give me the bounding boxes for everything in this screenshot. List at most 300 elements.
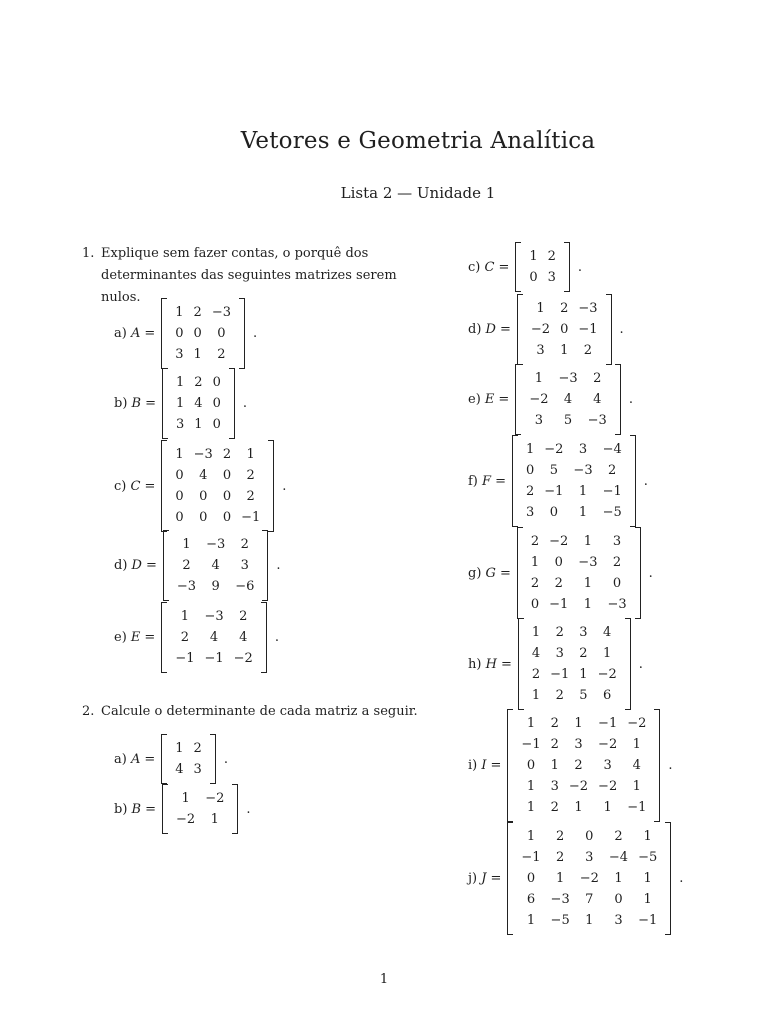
item-letter: b) xyxy=(114,801,128,817)
matrix xyxy=(161,734,216,784)
question-text: Calcule o determinante de cada matriz a seguir. xyxy=(101,704,418,719)
matrix-cell: −2 xyxy=(568,779,589,794)
matrix-cell: 1 xyxy=(531,688,541,703)
item-label xyxy=(114,802,141,817)
matrix-cell: −3 xyxy=(193,447,213,462)
matrix-cell: −2 xyxy=(597,667,617,682)
matrix-cell: 5 xyxy=(549,463,558,478)
matrix-cell: 0 xyxy=(526,758,536,773)
matrix xyxy=(512,435,636,527)
matrix-cell: 2 xyxy=(579,646,588,661)
matrix-cell: 1 xyxy=(531,625,541,640)
matrix-grid xyxy=(526,531,632,615)
q1-item-d xyxy=(114,530,281,601)
matrix xyxy=(518,618,631,710)
matrix-cell: −1 xyxy=(521,737,541,752)
matrix-cell: 1 xyxy=(560,343,569,358)
equals-sign: = xyxy=(144,326,156,341)
matrix-row xyxy=(526,531,632,552)
item-label xyxy=(114,558,142,573)
matrix-row xyxy=(524,410,612,431)
matrix-cell: 1 xyxy=(181,791,190,806)
matrix-cell: 3 xyxy=(175,347,184,362)
matrix-cell: 6 xyxy=(526,892,536,907)
matrix-cell: −2 xyxy=(529,392,549,407)
q2-item-h xyxy=(468,618,643,710)
matrix-cell: 3 xyxy=(536,343,545,358)
matrix-cell: −2 xyxy=(627,716,647,731)
matrix-row xyxy=(526,319,603,340)
equals-sign: = xyxy=(495,473,506,489)
matrix-row xyxy=(170,465,265,486)
equals-sign: = xyxy=(145,396,157,411)
matrix-cell: 1 xyxy=(614,871,623,886)
page-number: 1 xyxy=(379,972,389,987)
matrix-row xyxy=(516,868,662,889)
matrix-cell: −1 xyxy=(544,484,564,499)
matrix-cell: 0 xyxy=(560,322,569,337)
matrix-cell: 1 xyxy=(530,555,540,570)
matrix-cell: 5 xyxy=(563,413,573,428)
matrix-row xyxy=(172,534,260,555)
matrix-name: A xyxy=(130,751,141,767)
period: . xyxy=(643,473,648,489)
matrix-cell: −5 xyxy=(550,913,570,928)
q1-item-c xyxy=(114,440,286,532)
matrix-cell: 0 xyxy=(217,326,226,341)
matrix-row xyxy=(170,302,236,323)
matrix-cell: 0 xyxy=(549,505,558,520)
matrix-cell: 1 xyxy=(603,800,612,815)
matrix-name: G xyxy=(485,565,496,581)
matrix-cell: 0 xyxy=(175,326,184,341)
matrix-name: I xyxy=(481,758,487,773)
matrix-cell: 1 xyxy=(210,812,219,827)
matrix-cell: −3 xyxy=(587,413,607,428)
matrix-cell: −2 xyxy=(579,871,599,886)
matrix-row xyxy=(170,759,207,780)
matrix-cell: −2 xyxy=(544,442,564,457)
matrix-cell: −2 xyxy=(176,812,196,827)
matrix-cell: 3 xyxy=(585,850,594,865)
matrix-cell: 9 xyxy=(211,579,220,594)
matrix-cell: −4 xyxy=(608,850,629,865)
page-title: Vetores e Geometria Analítica xyxy=(240,128,596,154)
matrix-cell: 0 xyxy=(212,417,221,432)
matrix-cell: 0 xyxy=(554,555,563,570)
matrix-cell: −1 xyxy=(550,667,570,682)
matrix-cell: 4 xyxy=(239,630,248,645)
matrix-grid xyxy=(170,606,258,669)
matrix-name: C xyxy=(484,259,495,275)
matrix-row xyxy=(170,627,258,648)
matrix-name: B xyxy=(131,396,142,411)
matrix-cell: 3 xyxy=(574,737,583,752)
item-letter: e) xyxy=(114,630,127,645)
matrix-row xyxy=(516,755,651,776)
matrix-grid xyxy=(524,368,612,431)
matrix-cell: 1 xyxy=(550,758,559,773)
matrix-cell: 1 xyxy=(632,737,641,752)
matrix-cell: 2 xyxy=(593,371,602,386)
period: . xyxy=(648,565,653,581)
matrix-cell: 2 xyxy=(554,576,563,591)
matrix-cell: 3 xyxy=(193,762,202,777)
matrix-cell: 1 xyxy=(175,305,184,320)
period: . xyxy=(282,478,287,494)
matrix-cell: 3 xyxy=(579,625,588,640)
matrix-cell: −3 xyxy=(176,579,197,594)
q2-item-e xyxy=(468,364,633,435)
item-letter: e) xyxy=(468,392,481,407)
matrix-name: D xyxy=(485,322,496,337)
matrix-row xyxy=(170,444,265,465)
matrix xyxy=(507,709,660,822)
matrix-grid xyxy=(524,246,561,288)
matrix-cell: 3 xyxy=(603,758,612,773)
matrix-cell: 1 xyxy=(585,913,594,928)
matrix-cell: 4 xyxy=(209,630,219,645)
period: . xyxy=(668,758,673,773)
matrix-cell: 2 xyxy=(182,558,191,573)
matrix-cell: 0 xyxy=(199,510,208,525)
matrix-cell: 6 xyxy=(603,688,612,703)
item-label xyxy=(468,392,494,407)
matrix-cell: −6 xyxy=(235,579,255,594)
matrix-cell: 2 xyxy=(240,537,249,552)
matrix-cell: −1 xyxy=(241,510,261,525)
matrix xyxy=(515,364,621,435)
matrix-cell: 2 xyxy=(574,758,583,773)
matrix-row xyxy=(170,738,207,759)
matrix-cell: 1 xyxy=(526,800,536,815)
equals-sign: = xyxy=(144,751,156,767)
matrix-cell: −3 xyxy=(578,555,598,570)
equals-sign: = xyxy=(145,558,157,573)
matrix-cell: −1 xyxy=(627,800,647,815)
matrix xyxy=(161,602,267,673)
matrix-cell: 1 xyxy=(583,576,593,591)
question-text: Explique sem fazer contas, o porquê dos determinantes das seguintes matrizes serem nulos. xyxy=(101,246,397,305)
equals-sign: = xyxy=(144,478,156,494)
period: . xyxy=(242,396,247,411)
matrix-cell: −5 xyxy=(602,505,622,520)
matrix-cell: −1 xyxy=(549,597,569,612)
equals-sign: = xyxy=(499,322,511,337)
matrix-cell: 4 xyxy=(199,468,208,483)
item-letter: a) xyxy=(114,751,127,767)
matrix-row xyxy=(516,826,662,847)
matrix-cell: 3 xyxy=(534,413,544,428)
matrix-cell: 2 xyxy=(246,489,255,504)
matrix-cell: 1 xyxy=(529,249,538,264)
matrix-cell: 1 xyxy=(194,417,203,432)
equals-sign: = xyxy=(498,392,510,407)
matrix xyxy=(163,530,269,601)
matrix-row xyxy=(524,368,612,389)
matrix xyxy=(162,368,235,439)
matrix-grid xyxy=(170,738,207,780)
item-label xyxy=(468,566,496,581)
item-letter: d) xyxy=(468,322,482,337)
matrix-grid xyxy=(170,444,265,528)
equals-sign: = xyxy=(145,801,157,817)
matrix-name: E xyxy=(484,392,495,407)
matrix-cell: 1 xyxy=(603,646,612,661)
matrix-cell: −3 xyxy=(573,463,593,478)
matrix-cell: 1 xyxy=(193,347,202,362)
matrix-cell: 2 xyxy=(530,576,540,591)
q2-item-a xyxy=(114,734,228,784)
matrix-cell: 3 xyxy=(547,270,556,285)
item-letter: b) xyxy=(114,396,128,411)
matrix-grid xyxy=(526,298,603,361)
matrix-row xyxy=(170,344,236,365)
matrix-cell: 1 xyxy=(632,779,641,794)
period: . xyxy=(628,392,633,407)
matrix-cell: 2 xyxy=(550,800,559,815)
matrix-cell: −2 xyxy=(598,779,618,794)
matrix-cell: 4 xyxy=(632,758,641,773)
matrix-cell: 0 xyxy=(585,829,594,844)
matrix-row xyxy=(526,573,632,594)
matrix-cell: 2 xyxy=(193,305,202,320)
matrix-cell: 4 xyxy=(593,392,602,407)
question-number: 2. xyxy=(82,704,95,719)
matrix-row xyxy=(170,486,265,507)
matrix-cell: 1 xyxy=(176,396,185,411)
matrix-row xyxy=(170,507,265,528)
matrix-row xyxy=(527,622,622,643)
matrix-name: E xyxy=(130,630,141,645)
q2-item-j xyxy=(468,822,683,935)
matrix-cell: 2 xyxy=(555,625,564,640)
matrix-row xyxy=(521,439,627,460)
matrix-name: F xyxy=(482,473,492,489)
item-letter: c) xyxy=(468,259,481,275)
item-letter: d) xyxy=(114,558,128,573)
matrix-grid xyxy=(170,302,236,365)
matrix-cell: 4 xyxy=(603,625,612,640)
period: . xyxy=(253,326,258,341)
matrix-cell: 1 xyxy=(246,447,255,462)
matrix-row xyxy=(516,889,662,910)
matrix-name: D xyxy=(131,558,142,573)
matrix-cell: −3 xyxy=(558,371,578,386)
matrix-cell: 3 xyxy=(614,913,623,928)
matrix-row xyxy=(516,776,651,797)
matrix-cell: 1 xyxy=(643,892,652,907)
matrix-row xyxy=(526,552,632,573)
matrix-cell: 0 xyxy=(614,892,623,907)
matrix-cell: 1 xyxy=(526,779,536,794)
matrix-cell: 2 xyxy=(525,484,535,499)
matrix-cell: 1 xyxy=(182,537,191,552)
matrix-row xyxy=(527,664,622,685)
matrix-cell: 0 xyxy=(525,463,535,478)
matrix-name: C xyxy=(130,478,141,494)
matrix-cell: −1 xyxy=(602,484,622,499)
item-letter: h) xyxy=(468,656,482,672)
matrix-cell: 1 xyxy=(555,871,565,886)
q2-item-i xyxy=(468,709,673,822)
matrix-grid xyxy=(172,534,260,597)
matrix-cell: 2 xyxy=(547,249,556,264)
matrix-cell: 2 xyxy=(612,555,622,570)
matrix-row xyxy=(527,643,622,664)
q2-item-g xyxy=(468,527,653,619)
matrix-cell: 0 xyxy=(175,489,184,504)
matrix-cell: 2 xyxy=(531,667,541,682)
period: . xyxy=(276,558,281,573)
matrix-row xyxy=(516,713,651,734)
matrix-cell: 2 xyxy=(550,716,559,731)
matrix-name: A xyxy=(130,326,141,341)
matrix-cell: 2 xyxy=(614,829,623,844)
item-letter: j) xyxy=(468,871,478,886)
matrix xyxy=(161,440,274,532)
matrix xyxy=(517,294,612,365)
matrix-grid xyxy=(516,826,662,931)
matrix-cell: −5 xyxy=(638,850,658,865)
item-label xyxy=(114,752,140,767)
item-label xyxy=(468,322,496,337)
matrix-cell: 3 xyxy=(525,505,535,520)
matrix-row xyxy=(171,809,229,830)
matrix-cell: 2 xyxy=(222,447,232,462)
matrix-row xyxy=(171,372,226,393)
item-letter: f) xyxy=(468,473,478,489)
matrix-cell: 1 xyxy=(579,667,588,682)
period: . xyxy=(679,871,684,886)
q2-item-d xyxy=(468,294,624,365)
equals-sign: = xyxy=(490,758,502,773)
matrix-cell: −2 xyxy=(233,651,253,666)
matrix-cell: 1 xyxy=(583,534,593,549)
item-label xyxy=(468,871,486,886)
matrix-cell: 5 xyxy=(579,688,588,703)
matrix-grid xyxy=(171,788,229,830)
matrix-row xyxy=(172,555,260,576)
matrix-grid xyxy=(521,439,627,523)
matrix xyxy=(517,527,641,619)
matrix-row xyxy=(516,910,662,931)
matrix-cell: 2 xyxy=(239,609,248,624)
q1-item-b xyxy=(114,368,247,439)
matrix-cell: 1 xyxy=(574,716,583,731)
matrix-row xyxy=(527,685,622,706)
period: . xyxy=(577,259,583,275)
matrix-cell: 1 xyxy=(578,484,588,499)
matrix-cell: −1 xyxy=(638,913,658,928)
matrix-cell: 4 xyxy=(211,558,220,573)
matrix-cell: −2 xyxy=(598,737,618,752)
matrix-cell: −4 xyxy=(602,442,622,457)
matrix-cell: 2 xyxy=(555,850,565,865)
matrix-row xyxy=(171,788,229,809)
matrix-cell: 1 xyxy=(643,829,652,844)
matrix-cell: 3 xyxy=(555,646,564,661)
matrix-cell: 0 xyxy=(222,510,232,525)
item-label xyxy=(468,260,494,275)
matrix-cell: −2 xyxy=(549,534,569,549)
item-label xyxy=(114,326,140,341)
matrix-cell: −1 xyxy=(204,651,224,666)
matrix-cell: 0 xyxy=(175,510,184,525)
matrix-cell: 0 xyxy=(222,489,232,504)
page-subtitle: Lista 2 — Unidade 1 xyxy=(340,184,496,202)
item-label xyxy=(114,479,140,494)
matrix-row xyxy=(516,797,651,818)
matrix-cell: −2 xyxy=(205,791,225,806)
matrix-cell: 0 xyxy=(175,468,184,483)
item-letter: a) xyxy=(114,326,127,341)
matrix-cell: 1 xyxy=(176,375,185,390)
matrix-row xyxy=(170,323,236,344)
matrix-cell: 1 xyxy=(175,741,184,756)
matrix-row xyxy=(516,734,651,755)
period: . xyxy=(223,751,228,767)
matrix-cell: 2 xyxy=(530,534,540,549)
matrix-cell: 2 xyxy=(583,343,593,358)
matrix-name: J xyxy=(481,871,487,886)
matrix-grid xyxy=(171,372,226,435)
matrix-row xyxy=(170,648,258,669)
matrix-cell: 1 xyxy=(578,505,588,520)
matrix-cell: 0 xyxy=(612,576,622,591)
item-label xyxy=(468,657,497,672)
matrix-row xyxy=(170,606,258,627)
matrix-cell: 0 xyxy=(193,326,202,341)
matrix xyxy=(161,298,245,369)
matrix-cell: −3 xyxy=(550,892,570,907)
period: . xyxy=(274,630,279,645)
matrix xyxy=(162,784,238,834)
matrix-cell: 4 xyxy=(531,646,541,661)
matrix-cell: −3 xyxy=(204,609,224,624)
matrix-row xyxy=(526,298,603,319)
matrix-cell: 1 xyxy=(643,871,652,886)
item-label xyxy=(114,630,140,645)
item-letter: g) xyxy=(468,565,482,581)
matrix-cell: 0 xyxy=(199,489,208,504)
matrix-cell: 2 xyxy=(217,347,226,362)
matrix-cell: 0 xyxy=(212,375,221,390)
matrix-cell: 2 xyxy=(608,463,617,478)
equals-sign: = xyxy=(499,565,511,581)
question-2 xyxy=(82,701,422,723)
q2-item-c xyxy=(468,242,582,292)
item-letter: i) xyxy=(468,758,478,773)
matrix-cell: 1 xyxy=(534,371,544,386)
matrix-cell: −3 xyxy=(578,301,598,316)
matrix-cell: 3 xyxy=(612,534,622,549)
matrix-cell: 4 xyxy=(175,762,184,777)
matrix-cell: −3 xyxy=(206,537,226,552)
q2-item-f xyxy=(468,435,648,527)
matrix-row xyxy=(524,267,561,288)
matrix-cell: 3 xyxy=(578,442,588,457)
matrix-cell: 3 xyxy=(240,558,249,573)
matrix-name: H xyxy=(485,656,497,672)
matrix-row xyxy=(521,460,627,481)
matrix-cell: 0 xyxy=(526,871,536,886)
matrix-cell: −2 xyxy=(530,322,551,337)
matrix-cell: 0 xyxy=(529,270,538,285)
matrix-cell: 1 xyxy=(574,800,583,815)
equals-sign: = xyxy=(144,630,156,645)
matrix-cell: 2 xyxy=(180,630,190,645)
